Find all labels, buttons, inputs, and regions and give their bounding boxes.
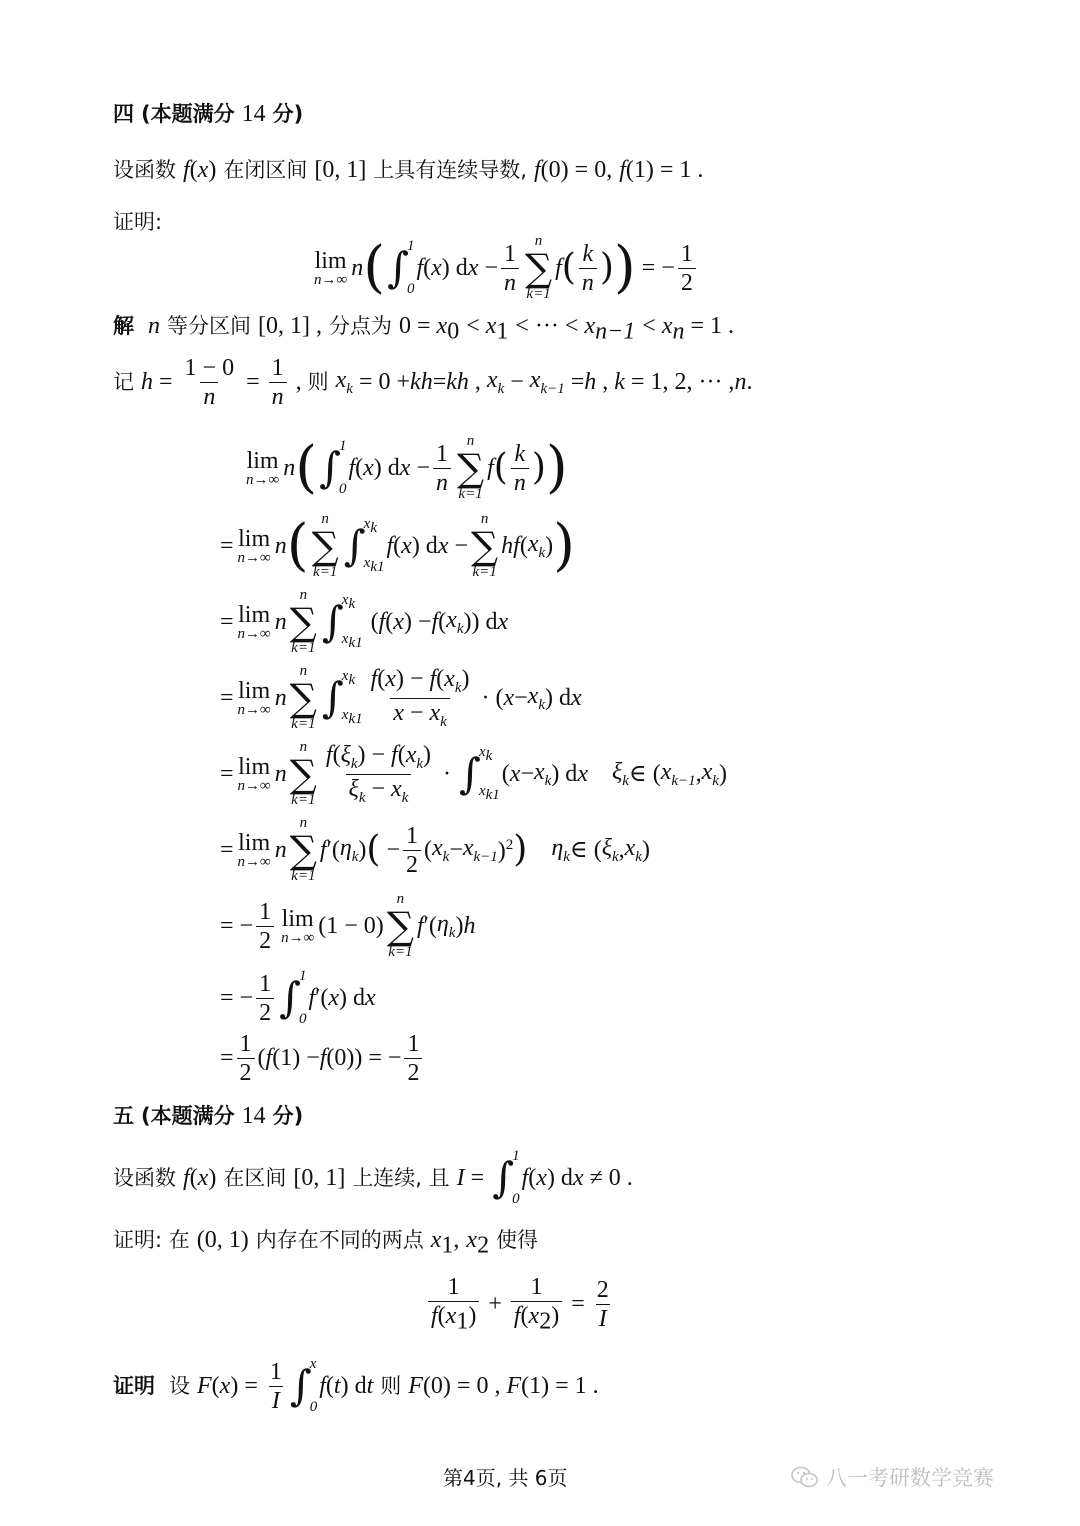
step-0: lim n→∞ n ( ∫ 1 0 f ( x ) d x − $\frac{1}{n}$ n ∑ k=1 f ( $\frac{k}{n}$ ) ) (246, 433, 568, 502)
problem5-header (113, 1104, 303, 1128)
problem-score: 14 (241, 1103, 266, 1129)
watermark-text: 八一考研数学竞赛 (826, 1466, 994, 1490)
problem4-statement: 设函数 f(x) 在闭区间 [0, 1] 上具有连续导数, f(0) = 0, f(1) = 1 . (113, 157, 704, 183)
watermark (790, 1462, 994, 1492)
problem-score: 14 (241, 101, 266, 127)
solution-line-1: 解 n 等分区间 [0, 1] , 分点为 $0 = x_0 < x_1$ < ··· < $x_{n-1} < x_n = 1$ . (113, 313, 735, 345)
solution-line-2: 记 h = $\frac{1 - 0}{n}$ = $\frac{1}{n}$ , 则 $x_k$ = 0 + kh = kh , $x_k$ − $x_{k-1}$ = h , k = 1, 2, ··· , n . (113, 354, 753, 410)
problem-score-unit: 分) (272, 102, 304, 126)
page-footer: 第4页, 共 6页 (443, 1466, 568, 1490)
problem5-formula: $\frac{1}{f(x_1)}$ + $\frac{1}{f(x_2)}$ = $\frac{2}{I}$ (425, 1274, 615, 1334)
step-8: = $\frac{1}{2}$ ( f (1) − f (0)) = − $\frac{1}{2}$ (220, 1030, 425, 1086)
step-2: = lim n→∞ n n ∑ k=1 ∫ $x_k$ $x_{k1}$ ( f ( x ) − f ( $x_k$ )) d x (220, 587, 509, 656)
step-7: = − $\frac{1}{2}$ ∫ 1 0 f ′( x ) d x (220, 968, 376, 1027)
problem-number: 四 (113, 102, 134, 126)
problem-score-label: (本题满分 (141, 102, 235, 126)
step-3: = lim n→∞ n n ∑ k=1 ∫ $x_k$ $x_{k1}$ $\frac{f(x) - f(x_k)}{x - x_k}$ · ( x − $x_k$ ) d x (220, 663, 582, 732)
step-1: = lim n→∞ n ( n ∑ k=1 ∫ $x_k$ $x_{k1}$ f ( x ) d x − n ∑ k=1 hf ( $x_k$ ) ) (220, 511, 576, 580)
problem4-formula: lim n→∞ n ( ∫ 1 0 f ( x ) d x − $\frac{1}{n}$ n ∑ k=1 f ( $\frac{k}{n}$ ) ) = − $\frac{1}{2}$ (310, 228, 699, 308)
problem5-statement: 设函数 f ( x ) 在区间 [0, 1] 上连续, 且 I = ∫ 1 0 f ( x ) d x ≠ 0 . (113, 1148, 633, 1207)
problem4-header (113, 102, 303, 126)
wechat-icon (790, 1465, 820, 1489)
problem-score-unit: 分) (272, 1104, 304, 1128)
problem-number: 五 (113, 1104, 134, 1128)
step-4: = lim n→∞ n n ∑ k=1 $\frac{f(\xi_k) - f(x_k)}{\xi_k - x_k}$ · ∫ $x_k$ $x_{k1}$ ( x − $x_k$ ) d x $\xi_k$ ∈ ( $x_{k-1}$ , $x_k$ ) (220, 739, 727, 808)
problem5-proof-line: 证明 设 F ( x ) = $\frac{1}{I}$ ∫ x 0 f ( t ) d t 则 F (0) = 0 , F (1) = 1 . (113, 1356, 599, 1415)
step-5: = lim n→∞ n n ∑ k=1 f ′( $\eta_k$ ) ( − $\frac{1}{2}$ ( $x_k$ − $x_{k-1}$ )$^2$ ) $\eta_k$ ∈ ( $\xi_k$ , $x_k$ ) (220, 815, 650, 884)
problem-score-label: (本题满分 (141, 1104, 235, 1128)
problem5-prove-line: 证明: 在 (0, 1) 内存在不同的两点 $x_1$, $x_2$ 使得 (113, 1227, 539, 1259)
step-6: = − $\frac{1}{2}$ lim n→∞ (1 − 0) n ∑ k=1 f ′( $\eta_k$ ) h (220, 891, 476, 960)
prove-label: 证明: (113, 210, 163, 234)
